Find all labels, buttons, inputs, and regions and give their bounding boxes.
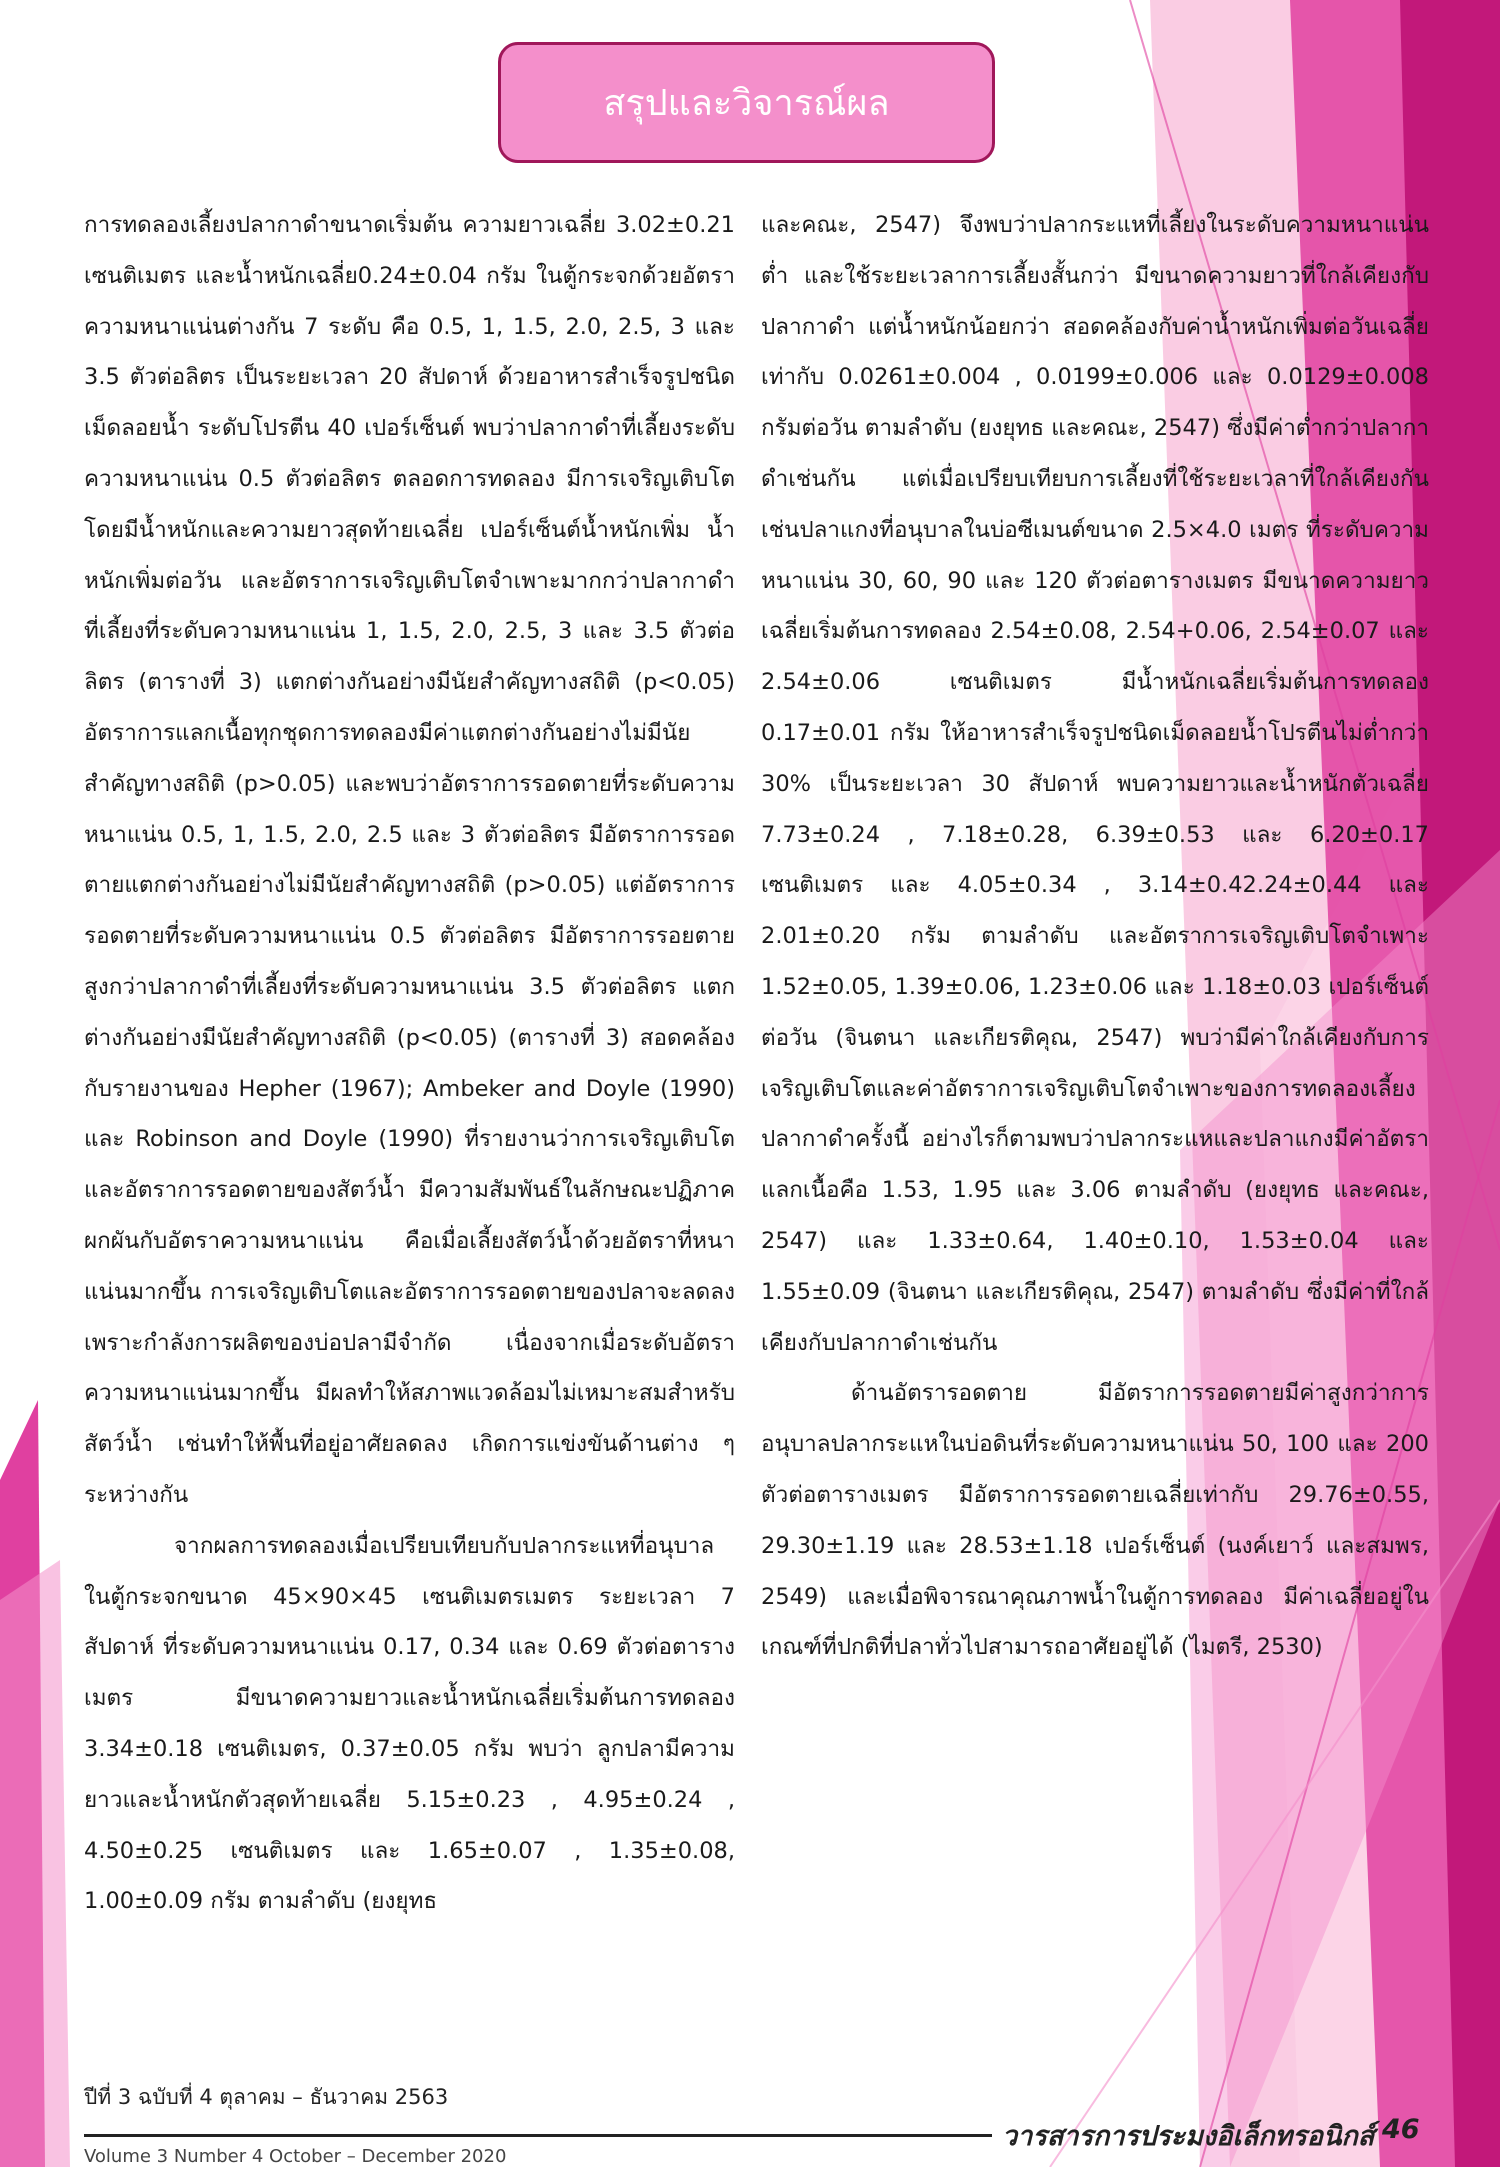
footer-journal-name: วารสารการประมงอิเล็กทรอนิกส์ (1002, 2121, 1375, 2152)
right-paragraph-1: และคณะ, 2547) จึงพบว่าปลากระแหที่เลี้ยงในระดับความหนาแน่นต่ำ และใช้ระยะเวลาการเลี้ยงสั้นกว่า มีขนาดความยาวที่ใกล้เคียงกับปลากาดำ แต่น้ำหนักน้อยกว่า สอดคล้องกับค่าน้ำหนักเพิ่มต่อวันเฉลี่ยเท่ากับ 0.0261±0.004 , 0.0199±0.006 และ 0.0129±0.008 กรัมต่อวัน ตามลำดับ (ยงยุทธ และคณะ, 2547) ซึ่งมีค่าต่ำกว่าปลากาดำเช่นกัน แต่เมื่อเปรียบเทียบการเลี้ยงที่ใช้ระยะเวลาที่ใกล้เคียงกัน เช่นปลาแกงที่อนุบาลในบ่อซีเมนต์ขนาด 2.5×4.0 เมตร ที่ระดับความหนาแน่น 30, 60, 90 และ 120 ตัวต่อตารางเมตร มีขนาดความยาวเฉลี่ยเริ่มต้นการทดลอง 2.54±0.08, 2.54+0.06, 2.54±0.07 และ 2.54±0.06 เซนติเมตร มีน้ำหนักเฉลี่ยเริ่มต้นการทดลอง 0.17±0.01 กรัม ให้อาหารสำเร็จรูปชนิดเม็ดลอยน้ำโปรตีนไม่ต่ำกว่า 30% เป็นระยะเวลา 30 สัปดาห์ พบความยาวและน้ำหนักตัวเฉลี่ย 7.73±0.24 , 7.18±0.28, 6.39±0.53 และ 6.20±0.17 เซนติเมตร และ 4.05±0.34 , 3.14±0.42.24±0.44 และ 2.01±0.20 กรัม ตามลำดับ และอัตราการเจริญเติบโตจำเพาะ 1.52±0.05, 1.39±0.06, 1.23±0.06 และ 1.18±0.03 เปอร์เซ็นต์ต่อวัน (จินตนา และเกียรติคุณ, 2547) พบว่ามีค่าใกล้เคียงกับการเจริญเติบโตและค่าอัตราการเจริญเติบโตจำเพาะของการทดลองเลี้ยงปลากาดำครั้งนี้ อย่างไรก็ตามพบว่าปลากระแหและปลาแกงมีค่าอัตราแลกเนื้อคือ 1.53, 1.95 และ 3.06 ตามลำดับ (ยงยุทธ และคณะ, 2547) และ 1.33±0.64, 1.40±0.10, 1.53±0.04 และ 1.55±0.09 (จินตนา และเกียรติคุณ, 2547) ตามลำดับ ซึ่งมีค่าที่ใกล้เคียงกับปลากาดำเช่นกัน (761, 212, 1429, 1356)
section-title (498, 42, 995, 163)
section-title-text: สรุปและวิจารณ์ผล (603, 83, 890, 124)
left-paragraph-2: จากผลการทดลองเมื่อเปรียบเทียบกับปลากระแหที่อนุบาลในตู้กระจกขนาด 45×90×45 เซนติเมตรเมตร ระยะเวลา 7 สัปดาห์ ที่ระดับความหนาแน่น 0.17, 0.34 และ 0.69 ตัวต่อตารางเมตร มีขนาดความยาวและน้ำหนักเฉลี่ยเริ่มต้นการทดลอง 3.34±0.18 เซนติเมตร, 0.37±0.05 กรัม พบว่า ลูกปลามีความยาวและน้ำหนักตัวสุดท้ายเฉลี่ย 5.15±0.23 , 4.95±0.24 , 4.50±0.25 เซนติเมตร และ 1.65±0.07 , 1.35±0.08, 1.00±0.09 กรัม ตามลำดับ (ยงยุทธ (84, 1532, 735, 1915)
footer-rule (84, 2134, 992, 2137)
right-paragraph-2: ด้านอัตรารอดตาย มีอัตราการรอดตายมีค่าสูงกว่าการอนุบาลปลากระแหในบ่อดินที่ระดับความหนาแน่น 50, 100 และ 200 ตัวต่อตารางเมตร มีอัตราการรอดตายเฉลี่ยเท่ากับ 29.76±0.55, 29.30±1.19 และ 28.53±1.18 เปอร์เซ็นต์ (นงค์เยาว์ และสมพร, 2549) และเมื่อพิจารณาคุณภาพน้ำในตู้การทดลอง มีค่าเฉลี่ยอยู่ในเกณฑ์ที่ปกติที่ปลาทั่วไปสามารถอาศัยอยู่ได้ (ไมตรี, 2530) (761, 1380, 1429, 1661)
left-column (84, 200, 735, 1927)
left-paragraph-1: การทดลองเลี้ยงปลากาดำขนาดเริ่มต้น ความยาวเฉลี่ย 3.02±0.21 เซนติเมตร และน้ำหนักเฉลี่ย0.24±0.04 กรัม ในตู้กระจกด้วยอัตราความหนาแน่นต่างกัน 7 ระดับ คือ 0.5, 1, 1.5, 2.0, 2.5, 3 และ 3.5 ตัวต่อลิตร เป็นระยะเวลา 20 สัปดาห์ ด้วยอาหารสำเร็จรูปชนิดเม็ดลอยน้ำ ระดับโปรตีน 40 เปอร์เซ็นต์ พบว่าปลากาดำที่เลี้ยงระดับความหนาแน่น 0.5 ตัวต่อลิตร ตลอดการทดลอง มีการเจริญเติบโตโดยมีน้ำหนักและความยาวสุดท้ายเฉลี่ย เปอร์เซ็นต์น้ำหนักเพิ่ม น้ำหนักเพิ่มต่อวัน และอัตราการเจริญเติบโตจำเพาะมากกว่าปลากาดำที่เลี้ยงที่ระดับความหนาแน่น 1, 1.5, 2.0, 2.5, 3 และ 3.5 ตัวต่อลิตร (ตารางที่ 3) แตกต่างกันอย่างมีนัยสำคัญทางสถิติ (p<0.05) อัตราการแลกเนื้อทุกชุดการทดลองมีค่าแตกต่างกันอย่างไม่มีนัยสำคัญทางสถิติ (p>0.05) และพบว่าอัตราการรอดตายที่ระดับความหนาแน่น 0.5, 1, 1.5, 2.0, 2.5 และ 3 ตัวต่อลิตร มีอัตราการรอดตายแตกต่างกันอย่างไม่มีนัยสำคัญทางสถิติ (p>0.05) แต่อัตราการรอดตายที่ระดับความหนาแน่น 0.5 ตัวต่อลิตร มีอัตราการรอยตายสูงกว่าปลากาดำที่เลี้ยงที่ระดับความหนาแน่น 3.5 ตัวต่อลิตร แตกต่างกันอย่างมีนัยสำคัญทางสถิติ (p<0.05) (ตารางที่ 3) สอดคล้องกับรายงานของ Hepher (1967); Ambeker and Doyle (1990) และ Robinson and Doyle (1990) ที่รายงานว่าการเจริญเติบโตและอัตราการรอดตายของสัตว์น้ำ มีความสัมพันธ์ในลักษณะปฏิภาคผกผันกับอัตราความหนาแน่น คือเมื่อเลี้ยงสัตว์น้ำด้วยอัตราที่หนาแน่นมากขึ้น การเจริญเติบโตและอัตราการรอดตายของปลาจะลดลง เพราะกำลังการผลิตของบ่อปลามีจำกัด เนื่องจากเมื่อระดับอัตราความหนาแน่นมากขึ้น มีผลทำให้สภาพแวดล้อมไม่เหมาะสมสำหรับสัตว์น้ำ เช่นทำให้พื้นที่อยู่อาศัยลดลง เกิดการแข่งขันด้านต่าง ๆ ระหว่างกัน (84, 212, 735, 1508)
page-number: 46 (1382, 2114, 1420, 2145)
footer-issue-english: Volume 3 Number 4 October – December 2020 (84, 2146, 507, 2167)
right-column (761, 200, 1429, 1673)
decor-ribbon-left-light (0, 1560, 70, 2167)
footer-issue-thai: ปีที่ 3 ฉบับที่ 4 ตุลาคม – ธันวาคม 2563 (84, 2085, 449, 2109)
